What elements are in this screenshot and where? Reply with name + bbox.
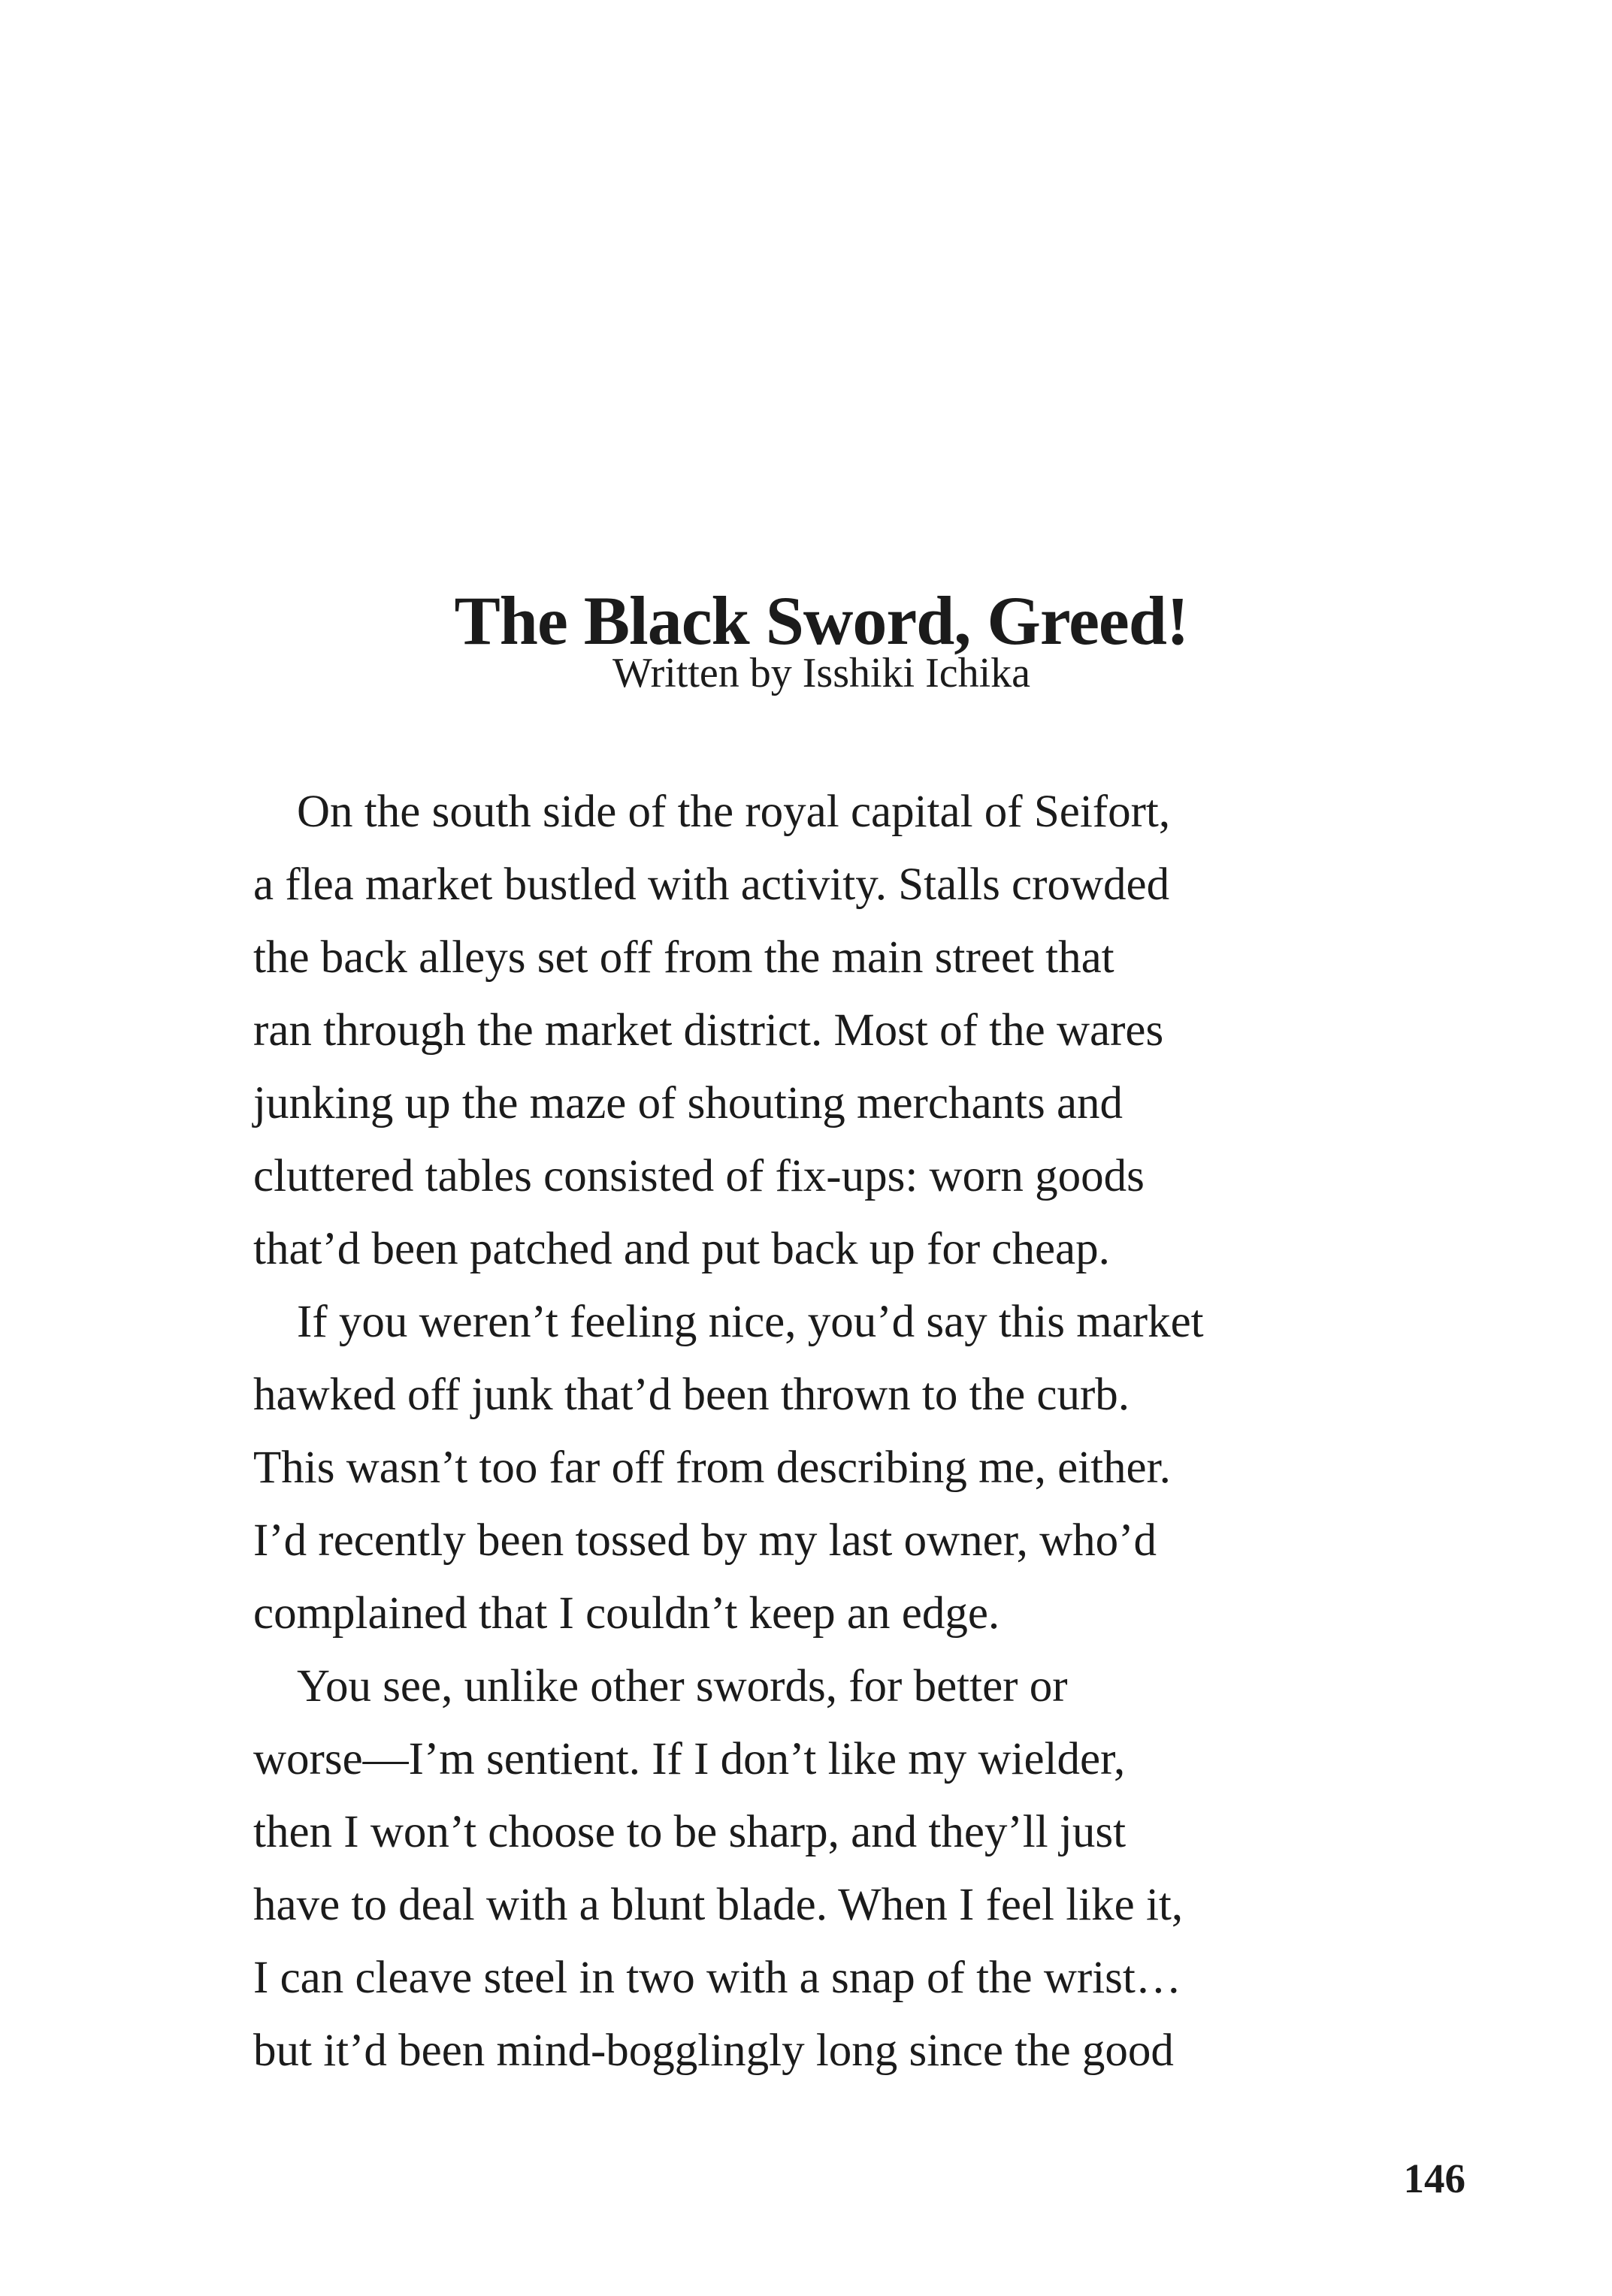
body-line: a flea market bustled with activity. Stalls crowded (253, 859, 1170, 910)
body-line: then I won’t choose to be sharp, and they’ll just (253, 1807, 1127, 1857)
body-line: I can cleave steel in two with a snap of the wrist… (253, 1953, 1181, 2003)
chapter-title: The Black Sword, Greed! (454, 582, 1189, 659)
body-line: that’d been patched and put back up for cheap. (253, 1224, 1110, 1274)
page-number: 146 (1403, 2156, 1465, 2201)
body-line: the back alleys set off from the main street that (253, 932, 1114, 983)
body-line: On the south side of the royal capital of Seifort, (297, 787, 1171, 837)
story-text (253, 775, 1393, 2087)
body-line: junking up the maze of shouting merchants and (253, 1078, 1124, 1128)
body-line: This wasn’t too far off from describing me, either. (253, 1443, 1171, 1493)
body-line: If you weren’t feeling nice, you’d say this market (297, 1297, 1204, 1347)
body-line: complained that I couldn’t keep an edge. (253, 1588, 1000, 1639)
body-line: ran through the market district. Most of the wares (253, 1005, 1164, 1056)
body-line: I’d recently been tossed by my last owner, who’d (253, 1515, 1157, 1566)
byline: Written by Isshiki Ichika (612, 650, 1031, 696)
body-line: hawked off junk that’d been thrown to the curb. (253, 1370, 1130, 1420)
body-line: You see, unlike other swords, for better or (297, 1661, 1068, 1711)
body-line: have to deal with a blunt blade. When I feel like it, (253, 1880, 1184, 1930)
body-line: but it’d been mind-bogglingly long since the good (253, 2026, 1174, 2076)
body-line: worse—I’m sentient. If I don’t like my wielder, (253, 1734, 1126, 1784)
body-line: cluttered tables consisted of fix-ups: worn goods (253, 1151, 1145, 1201)
